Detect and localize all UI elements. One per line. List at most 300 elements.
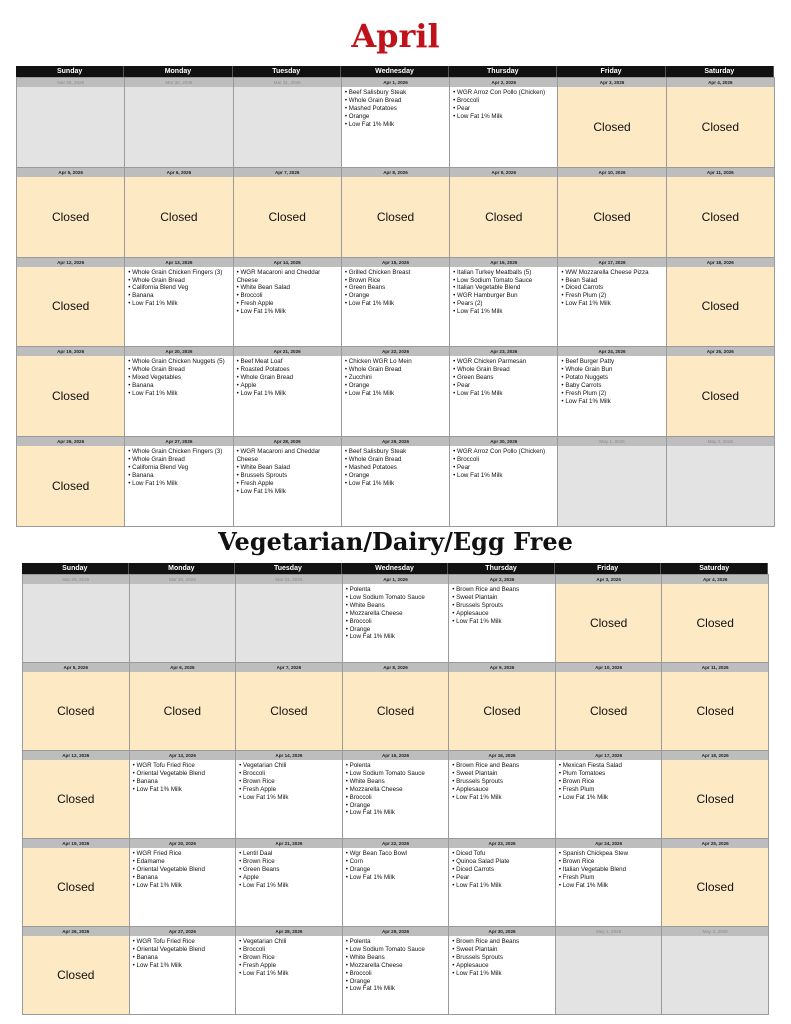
menu-list — [342, 446, 449, 488]
closed-label: Closed — [57, 792, 95, 806]
menu-item: • Vegetarian Chili — [239, 938, 340, 946]
menu-item: • Beef Meat Loaf — [237, 358, 339, 366]
menu-item: • Apple — [239, 874, 340, 882]
date-label: Apr 11, 2026 — [662, 663, 768, 672]
menu-item: • Whole Grain Bread — [237, 374, 339, 382]
menu-item: • Diced Tofu — [452, 850, 553, 858]
day-body — [449, 848, 555, 926]
day-cell — [342, 750, 450, 839]
menu-item: • Lentil Daal — [239, 850, 340, 858]
menu-list — [450, 87, 557, 121]
menu-list — [125, 356, 232, 398]
day-cell — [555, 574, 663, 663]
closed-label: Closed — [701, 389, 740, 404]
menu-item: • Oriental Vegetable Blend — [133, 770, 234, 778]
menu-item: • Low Fat 1% Milk — [128, 300, 230, 308]
menu-item: • Sweet Plantain — [452, 946, 553, 954]
menu-item: • Orange — [345, 292, 447, 300]
menu-item: • Broccoli — [239, 946, 340, 954]
menu-item: • White Beans — [346, 602, 447, 610]
menu-item: • Orange — [346, 802, 447, 810]
day-cell — [124, 167, 233, 258]
menu-item: • White Bean Salad — [237, 284, 339, 292]
menu-item: • Brown Rice — [239, 954, 340, 962]
day-cell — [129, 926, 237, 1015]
day-cell — [449, 77, 558, 168]
menu-list — [130, 936, 236, 970]
day-cell — [235, 750, 343, 839]
menu-item: • Orange — [345, 113, 447, 121]
day-cell — [233, 257, 342, 348]
day-cell — [22, 574, 130, 663]
menu-item: • California Blend Veg — [128, 284, 230, 292]
closed-label: Closed — [376, 209, 415, 224]
menu-item: • Low Fat 1% Milk — [128, 390, 230, 398]
day-body — [662, 760, 768, 838]
menu-item: • Low Fat 1% Milk — [346, 985, 447, 993]
day-body — [23, 848, 129, 926]
day-cell — [666, 436, 775, 527]
day-header-saturday: Saturday — [666, 66, 774, 77]
closed-label: Closed — [593, 209, 631, 224]
closed-label: Closed — [51, 479, 90, 494]
day-cell — [233, 167, 342, 258]
menu-list — [556, 760, 662, 802]
day-body — [23, 672, 129, 750]
menu-item: • Roasted Potatoes — [237, 366, 339, 374]
day-body — [23, 936, 129, 1014]
day-body — [125, 177, 232, 257]
day-cell — [22, 750, 130, 839]
date-label: Apr 10, 2026 — [558, 168, 665, 177]
date-label: Apr 30, 2026 — [450, 437, 557, 446]
date-label: Apr 18, 2026 — [667, 258, 774, 267]
date-label: Apr 9, 2026 — [449, 663, 555, 672]
day-body — [449, 584, 555, 662]
day-cell — [448, 838, 556, 927]
day-body — [343, 936, 449, 1014]
day-body — [667, 87, 774, 167]
day-cell — [129, 574, 237, 663]
day-cell — [661, 662, 769, 751]
menu-item: • Banana — [133, 778, 234, 786]
date-label: Apr 13, 2026 — [130, 751, 236, 760]
menu-item: • Brown Rice and Beans — [452, 586, 553, 594]
menu-item: • Orange — [345, 472, 447, 480]
date-label: Apr 12, 2026 — [17, 258, 124, 267]
menu-item: • Italian Vegetable Blend — [559, 866, 660, 874]
closed-label: Closed — [701, 119, 740, 134]
closed-label: Closed — [696, 704, 734, 718]
day-body — [236, 848, 342, 926]
day-body — [125, 87, 232, 167]
closed-label: Closed — [701, 209, 740, 224]
menu-item: • Brown Rice and Beans — [452, 762, 553, 770]
date-label: Apr 23, 2026 — [449, 839, 555, 848]
menu-item: • Zucchini — [345, 374, 447, 382]
day-body — [556, 760, 662, 838]
closed-label: Closed — [483, 704, 521, 718]
menu-item: • Broccoli — [346, 794, 447, 802]
menu-list — [125, 267, 232, 309]
date-label: Apr 29, 2026 — [342, 437, 449, 446]
menu-item: • Low Fat 1% Milk — [346, 633, 447, 641]
menu-item: • Low Sodium Tomato Sauce — [346, 946, 447, 954]
day-body — [662, 936, 768, 1014]
day-cell — [449, 257, 558, 348]
date-label: Apr 5, 2026 — [17, 168, 124, 177]
menu-item: • California Blend Veg — [128, 464, 230, 472]
day-body — [17, 267, 124, 347]
menu-item: • Orange — [346, 626, 447, 634]
day-cell — [129, 838, 237, 927]
menu-item: • Whole Grain Bread — [453, 366, 555, 374]
date-label: Apr 3, 2026 — [556, 575, 662, 584]
menu-item: • Brussels Sprouts — [237, 472, 339, 480]
closed-label: Closed — [57, 704, 95, 718]
day-body — [343, 584, 449, 662]
day-cell — [129, 662, 237, 751]
menu-item: • Mixed Vegetables — [128, 374, 230, 382]
day-cell — [341, 167, 450, 258]
menu-item: • Banana — [133, 874, 234, 882]
menu-item: • Low Sodium Tomato Sauce — [453, 277, 555, 285]
date-label: Apr 7, 2026 — [234, 168, 341, 177]
date-label: Apr 24, 2026 — [556, 839, 662, 848]
closed-label: Closed — [696, 792, 734, 806]
menu-list — [342, 267, 449, 309]
day-header-friday: Friday — [557, 66, 665, 77]
day-body — [342, 267, 449, 347]
menu-item: • WGR Tofu Fried Rice — [133, 762, 234, 770]
menu-item: • Low Fat 1% Milk — [237, 308, 339, 316]
date-label: Apr 9, 2026 — [450, 168, 557, 177]
menu-item: • Brown Rice — [559, 778, 660, 786]
menu-item: • Applesauce — [452, 786, 553, 794]
date-label: Mar 31, 2026 — [234, 78, 341, 87]
menu-list — [450, 446, 557, 480]
menu-item: • Brussels Sprouts — [452, 778, 553, 786]
menu-item: • Wgr Bean Taco Bowl — [346, 850, 447, 858]
closed-label: Closed — [160, 209, 198, 224]
menu-item: • Fresh Apple — [239, 786, 340, 794]
menu-item: • WGR Arroz Con Pollo (Chicken) — [453, 448, 555, 456]
day-body — [234, 446, 341, 526]
day-cell — [666, 167, 775, 258]
date-label: Apr 14, 2026 — [234, 258, 341, 267]
day-body — [556, 672, 662, 750]
date-label: Apr 23, 2026 — [450, 347, 557, 356]
day-body — [449, 672, 555, 750]
closed-label: Closed — [589, 616, 628, 630]
day-cell — [661, 750, 769, 839]
date-label: Apr 15, 2026 — [343, 751, 449, 760]
menu-item: • Low Fat 1% Milk — [452, 882, 553, 890]
date-label: Apr 4, 2026 — [662, 575, 768, 584]
menu-item: • Whole Grain Bread — [128, 456, 230, 464]
menu-item: • Brown Rice — [559, 858, 660, 866]
day-body — [125, 446, 232, 526]
menu-item: • Green Beans — [239, 866, 340, 874]
day-body — [450, 356, 557, 436]
menu-item: • Brown Rice — [239, 778, 340, 786]
day-cell — [124, 77, 233, 168]
menu-list — [125, 446, 232, 488]
menu-item: • Banana — [128, 472, 230, 480]
menu-item: • Green Beans — [345, 284, 447, 292]
menu-item: • Orange — [346, 866, 447, 874]
date-label: Apr 25, 2026 — [667, 347, 774, 356]
day-header-thursday: Thursday — [448, 563, 555, 574]
menu-item: • Whole Grain Bread — [345, 456, 447, 464]
day-body — [662, 584, 768, 662]
closed-label: Closed — [51, 209, 90, 224]
date-label: Apr 26, 2026 — [17, 437, 124, 446]
date-label: Apr 22, 2026 — [342, 347, 449, 356]
closed-label: Closed — [163, 704, 202, 718]
menu-list — [236, 848, 342, 890]
menu-list — [450, 356, 557, 398]
day-body — [17, 87, 124, 167]
closed-label: Closed — [696, 880, 734, 894]
menu-list — [342, 87, 449, 129]
day-cell — [661, 926, 769, 1015]
menu-item: • Pear — [453, 105, 555, 113]
menu-item: • White Beans — [346, 954, 447, 962]
day-body — [450, 87, 557, 167]
day-body — [342, 177, 449, 257]
date-label: May 2, 2026 — [662, 927, 768, 936]
menu-item: • WGR Macaroni and Cheddar Cheese — [237, 448, 339, 464]
day-body — [236, 672, 342, 750]
day-body — [125, 356, 232, 436]
day-body — [558, 87, 665, 167]
closed-label: Closed — [51, 299, 90, 314]
day-cell — [557, 346, 666, 437]
menu-item: • Banana — [133, 954, 234, 962]
day-body — [342, 356, 449, 436]
menu-item: • Italian Turkey Meatballs (5) — [453, 269, 555, 277]
menu-item: • Grilled Chicken Breast — [345, 269, 447, 277]
menu-item: • Low Fat 1% Milk — [559, 794, 660, 802]
menu-list — [558, 356, 665, 405]
day-cell — [449, 436, 558, 527]
day-body — [667, 446, 774, 526]
menu-item: • Quinoa Salad Plate — [452, 858, 553, 866]
menu-item: • Low Fat 1% Milk — [453, 390, 555, 398]
date-label: Apr 16, 2026 — [450, 258, 557, 267]
day-cell — [124, 436, 233, 527]
menu-item: • Low Sodium Tomato Sauce — [346, 594, 447, 602]
menu-item: • Broccoli — [346, 970, 447, 978]
menu-item: • Bean Salad — [561, 277, 663, 285]
menu-item: • Fresh Plum — [559, 874, 660, 882]
day-body — [234, 356, 341, 436]
day-cell — [666, 346, 775, 437]
date-label: Apr 27, 2026 — [125, 437, 232, 446]
menu-item: • Low Fat 1% Milk — [237, 488, 339, 496]
closed-label: Closed — [593, 119, 631, 134]
menu-item: • WGR Arroz Con Pollo (Chicken) — [453, 89, 555, 97]
day-cell — [555, 662, 663, 751]
day-body — [234, 267, 341, 347]
menu-list — [450, 267, 557, 316]
day-cell — [16, 346, 125, 437]
menu-item: • Pear — [452, 874, 553, 882]
date-label: Apr 6, 2026 — [130, 663, 236, 672]
menu-item: • Whole Grain Bread — [128, 277, 230, 285]
day-body — [234, 87, 341, 167]
menu-item: • Diced Carrots — [452, 866, 553, 874]
date-label: Apr 28, 2026 — [236, 927, 342, 936]
date-label: Apr 17, 2026 — [556, 751, 662, 760]
page-title: April — [351, 17, 440, 55]
day-body — [450, 267, 557, 347]
standard-menu-calendar — [16, 66, 774, 526]
day-header-sunday: Sunday — [22, 563, 129, 574]
menu-item: • Whole Grain Chicken Fingers (3) — [128, 448, 230, 456]
day-header-tuesday: Tuesday — [235, 563, 342, 574]
closed-label: Closed — [701, 299, 740, 314]
closed-label: Closed — [589, 704, 628, 718]
day-body — [558, 356, 665, 436]
menu-item: • Low Fat 1% Milk — [345, 121, 447, 129]
day-body — [558, 177, 665, 257]
day-body — [236, 936, 342, 1014]
day-cell — [124, 346, 233, 437]
menu-item: • Broccoli — [237, 292, 339, 300]
closed-label: Closed — [51, 389, 90, 404]
date-label: Apr 16, 2026 — [449, 751, 555, 760]
day-cell — [235, 926, 343, 1015]
day-body — [450, 446, 557, 526]
day-body — [17, 446, 124, 526]
menu-item: • Brown Rice — [345, 277, 447, 285]
date-label: Apr 20, 2026 — [130, 839, 236, 848]
day-cell — [557, 167, 666, 258]
day-cell — [557, 436, 666, 527]
day-cell — [448, 750, 556, 839]
menu-item: • Mozzarella Cheese — [346, 610, 447, 618]
menu-item: • Green Beans — [453, 374, 555, 382]
day-header-sunday: Sunday — [16, 66, 124, 77]
day-body — [130, 672, 236, 750]
day-cell — [557, 257, 666, 348]
date-label: Apr 27, 2026 — [130, 927, 236, 936]
day-header-monday: Monday — [129, 563, 236, 574]
day-body — [343, 672, 449, 750]
day-body — [662, 848, 768, 926]
menu-list — [449, 760, 555, 802]
menu-list — [449, 848, 555, 890]
menu-item: • Chicken WGR Lo Mein — [345, 358, 447, 366]
menu-item: • Brussels Sprouts — [452, 602, 553, 610]
day-body — [662, 672, 768, 750]
date-label: Apr 19, 2026 — [23, 839, 129, 848]
menu-item: • WGR Hamburger Bun — [453, 292, 555, 300]
menu-item: • White Bean Salad — [237, 464, 339, 472]
date-label: Apr 21, 2026 — [234, 347, 341, 356]
date-label: Apr 8, 2026 — [342, 168, 449, 177]
closed-label: Closed — [57, 880, 95, 894]
menu-item: • Orange — [345, 382, 447, 390]
day-cell — [233, 77, 342, 168]
menu-list — [556, 848, 662, 890]
date-label: Apr 11, 2026 — [667, 168, 774, 177]
menu-item: • Mashed Potatoes — [345, 105, 447, 113]
menu-item: • Polenta — [346, 762, 447, 770]
menu-item: • Whole Grain Bun — [561, 366, 663, 374]
menu-item: • Beef Salisbury Steak — [345, 448, 447, 456]
menu-item: • Broccoli — [239, 770, 340, 778]
day-body — [667, 356, 774, 436]
day-header-monday: Monday — [124, 66, 232, 77]
menu-item: • Low Fat 1% Milk — [346, 874, 447, 882]
menu-item: • Spanish Chickpea Stew — [559, 850, 660, 858]
date-label: Mar 29, 2026 — [23, 575, 129, 584]
menu-item: • Low Fat 1% Milk — [346, 809, 447, 817]
date-label: Apr 2, 2026 — [449, 575, 555, 584]
menu-item: • Low Fat 1% Milk — [452, 618, 553, 626]
date-label: Apr 26, 2026 — [23, 927, 129, 936]
closed-label: Closed — [57, 968, 95, 982]
date-label: Apr 6, 2026 — [125, 168, 232, 177]
menu-item: • Diced Carrots — [561, 284, 663, 292]
day-body — [130, 936, 236, 1014]
menu-item: • Low Fat 1% Milk — [453, 308, 555, 316]
menu-item: • Fresh Plum (2) — [561, 390, 663, 398]
day-cell — [22, 662, 130, 751]
date-label: Apr 21, 2026 — [236, 839, 342, 848]
menu-item: • Fresh Plum (2) — [561, 292, 663, 300]
date-label: Mar 31, 2026 — [236, 575, 342, 584]
menu-item: • Mexican Fiesta Salad — [559, 762, 660, 770]
menu-item: • Low Fat 1% Milk — [345, 390, 447, 398]
date-label: Apr 28, 2026 — [234, 437, 341, 446]
menu-item: • Orange — [346, 978, 447, 986]
menu-item: • Whole Grain Chicken Nuggets (5) — [128, 358, 230, 366]
day-cell — [555, 838, 663, 927]
menu-list — [449, 936, 555, 978]
day-cell — [666, 257, 775, 348]
menu-item: • White Beans — [346, 778, 447, 786]
menu-item: • Whole Grain Chicken Fingers (3) — [128, 269, 230, 277]
closed-label: Closed — [268, 209, 306, 224]
menu-item: • Polenta — [346, 938, 447, 946]
menu-item: • Pear — [453, 464, 555, 472]
day-body — [449, 760, 555, 838]
day-cell — [342, 926, 450, 1015]
menu-list — [234, 356, 341, 398]
date-label: Apr 4, 2026 — [667, 78, 774, 87]
menu-item: • Beef Salisbury Steak — [345, 89, 447, 97]
menu-item: • Low Fat 1% Milk — [559, 882, 660, 890]
day-cell — [666, 77, 775, 168]
menu-item: • WGR Macaroni and Cheddar Cheese — [237, 269, 339, 285]
menu-item: • Low Fat 1% Milk — [452, 970, 553, 978]
day-body — [667, 267, 774, 347]
menu-item: • Mashed Potatoes — [345, 464, 447, 472]
menu-item: • Low Fat 1% Milk — [345, 300, 447, 308]
date-label: Apr 19, 2026 — [17, 347, 124, 356]
menu-item: • Brown Rice and Beans — [452, 938, 553, 946]
date-label: May 1, 2026 — [556, 927, 662, 936]
day-cell — [661, 574, 769, 663]
day-cell — [22, 926, 130, 1015]
menu-item: • Pears (2) — [453, 300, 555, 308]
menu-item: • WGR Fried Rice — [133, 850, 234, 858]
day-body — [236, 584, 342, 662]
